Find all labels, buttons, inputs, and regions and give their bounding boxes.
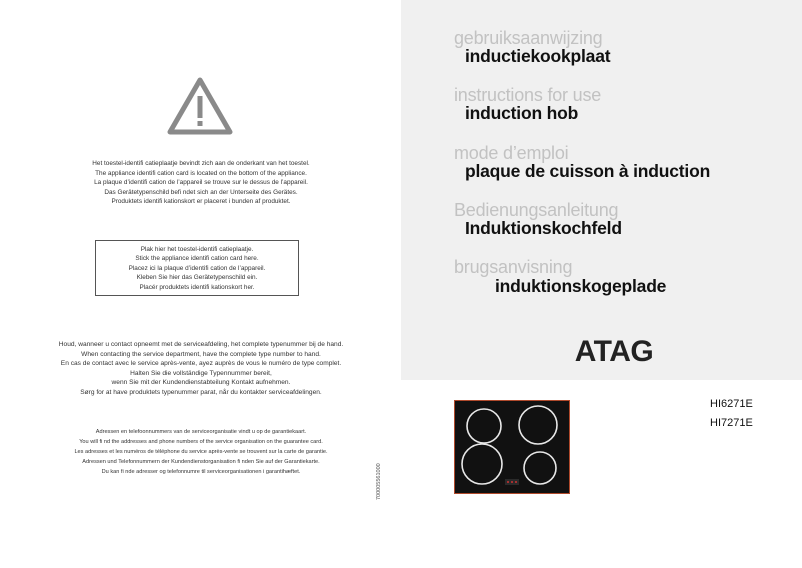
warning-triangle-icon (166, 76, 234, 136)
model-number: HI7271E (710, 417, 753, 429)
sticker-line: Placér produktets identifi kationskort her. (139, 283, 255, 291)
service-line: Halten Sie die vollständige Typennummer bereit, (130, 369, 272, 377)
address-line: Adressen en telefoonnummers van de serviceorganisatie vindt u op de garantiekaart. (95, 429, 307, 435)
sticker-line: Stick the appliance identifi cation card here. (135, 255, 259, 263)
induction-hob-illustration (454, 400, 570, 494)
service-line: En cas de contact avec le service après-vente, ayez auprès de vous le numéro de type complet. (60, 360, 342, 368)
address-line: Adressen und Telefonnummern der Kundendienstorganisation fi nden Sie auf der Garantiekarte. (82, 459, 320, 465)
service-contact-text (20, 340, 382, 398)
nameplate-line: Het toestel-identifi catieplaatje bevindt zich aan de onderkant van het toestel. (92, 160, 310, 167)
service-line: Houd, wanneer u contact opneemt met de serviceafdeling, het complete typenummer bij de hand. (58, 341, 344, 348)
service-line: When contacting the service department, have the complete type number to hand. (81, 350, 321, 358)
title-light-en: instructions for use (454, 85, 602, 105)
brand-logo (564, 334, 664, 366)
title-bold-da: induktionskogeplade (495, 276, 667, 296)
service-line: wenn Sie mit der Kundendienstabteilung Kontakt aufnehmen. (111, 379, 291, 387)
service-line: Sørg for at have produktets typenummer parat, når du kontakter serviceafdelingen. (80, 388, 322, 396)
title-bold-de: Induktionskochfeld (465, 218, 622, 238)
sticker-line: Placez ici la plaque d’identifi cation de l’appareil. (128, 264, 266, 272)
nameplate-line: The appliance identifi cation card is located on the bottom of the appliance. (95, 169, 307, 177)
document-number: 700005561000 (376, 463, 382, 500)
address-line: Les adresses et les numéros de téléphone du service après-vente se trouvent sur la carte de garantie. (74, 449, 328, 455)
title-bold-en: induction hob (465, 103, 579, 123)
nameplate-location-text (20, 159, 382, 207)
address-line: Du kan fi nde adresser og telefonnumre til serviceorganisationen i garantihæftet. (101, 469, 301, 475)
brand-logo-text: ATAG (574, 335, 654, 366)
nameplate-line: Das Gerätetypenschild befi ndet sich an der Unterseite des Gerätes. (104, 188, 298, 196)
title-light-fr: mode d’emploi (454, 143, 569, 163)
model-number: HI6271E (710, 398, 753, 410)
nameplate-line: Produktets identifi kationskort er placeret i bunden af produktet. (111, 198, 291, 206)
sticker-line: Plak hier het toestel-identifi catieplaatje. (140, 246, 254, 253)
nameplate-sticker-box (95, 240, 299, 296)
address-line: You will fi nd the addresses and phone numbers of the service organisation on the guarantee card. (79, 439, 323, 445)
title-bold-fr: plaque de cuisson à induction (465, 161, 711, 181)
service-address-text (20, 427, 382, 477)
nameplate-line: La plaque d’identifi cation de l’appareil se trouve sur le dessus de l’appareil. (94, 179, 308, 187)
title-light-da: brugsanvisning (454, 257, 573, 277)
sticker-line: Kleben Sie hier das Gerätetypenschild ein. (136, 274, 258, 282)
title-bold-nl: inductiekookplaat (465, 46, 611, 66)
title-light-nl: gebruiksaanwijzing (454, 28, 603, 48)
title-light-de: Bedienungsanleitung (454, 200, 619, 220)
